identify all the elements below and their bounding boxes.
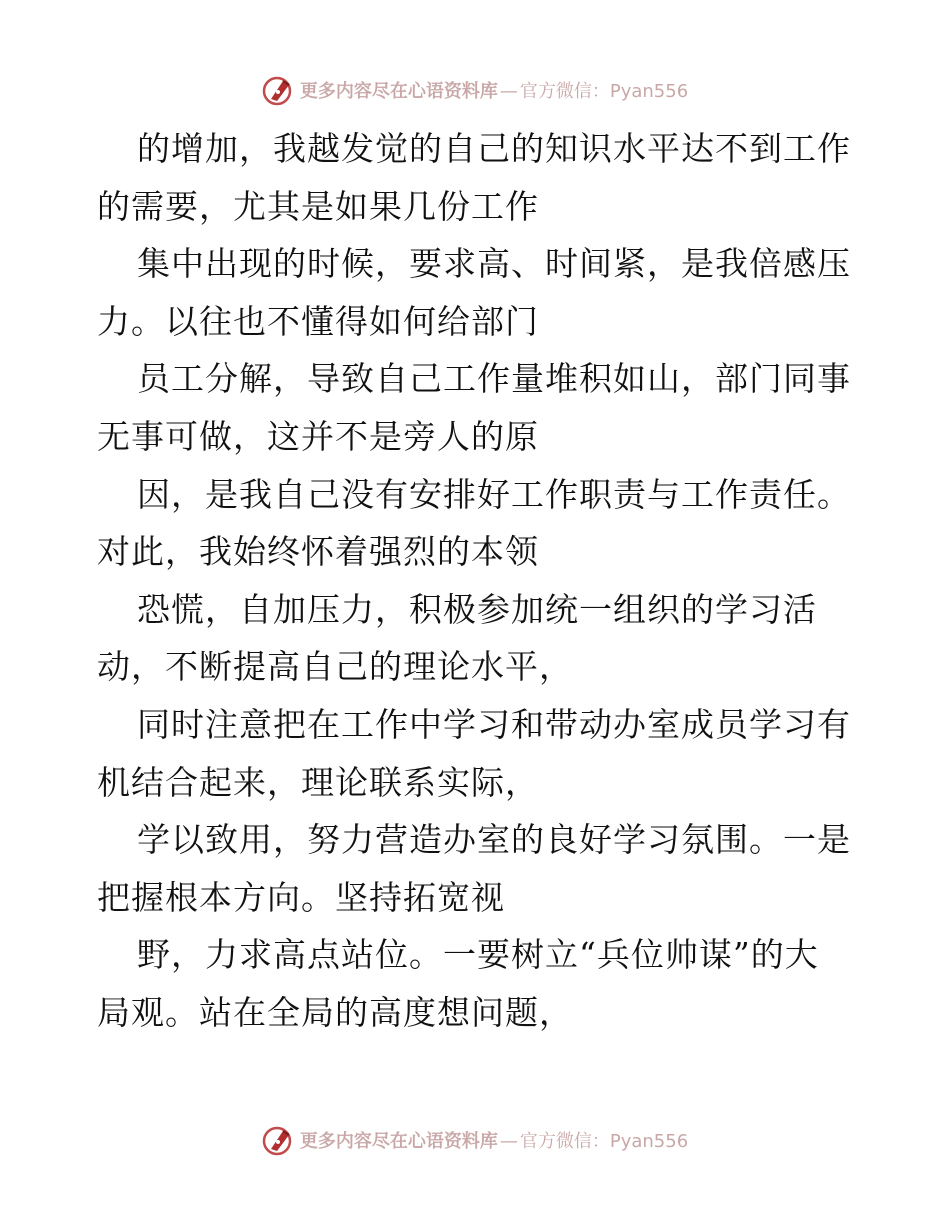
pen-nib-circle-icon	[262, 1123, 296, 1157]
paragraph-line-2: 的需要，尤其是如果几份工作	[97, 186, 539, 226]
paragraph-line-1: 野，力求高点站位。一要树立“兵位帅谋”的大	[137, 935, 819, 975]
paragraph-line-1: 同时注意把在工作中学习和带动办室成员学习有	[137, 704, 851, 744]
paragraph-line-2: 把握根本方向。坚持拓宽视	[97, 877, 505, 917]
paragraph-line-2: 力。以往也不懂得如何给部门	[97, 301, 539, 341]
document-body	[97, 120, 857, 1042]
footer-account: Pyan556	[609, 1131, 689, 1152]
paragraph-line-2: 无事可做，这并不是旁人的原	[97, 416, 539, 456]
paragraph	[97, 350, 857, 465]
paragraph	[97, 120, 857, 235]
paragraph	[97, 581, 857, 696]
header-label: 更多内容尽在心语资料库	[299, 81, 498, 102]
paragraph-line-2: 局观。站在全局的高度想问题，	[97, 992, 573, 1032]
header-banner	[0, 70, 950, 110]
paragraph	[97, 235, 857, 350]
paragraph-line-2: 机结合起来，理论联系实际，	[97, 762, 539, 802]
footer-banner-text	[300, 1127, 688, 1153]
paragraph-line-1: 员工分解，导致自己工作量堆积如山，部门同事	[137, 359, 851, 399]
paragraph-line-1: 学以致用，努力营造办室的良好学习氛围。一是	[137, 820, 851, 860]
paragraph-line-1: 集中出现的时候，要求高、时间紧，是我倍感压	[137, 244, 851, 284]
footer-wechat: 官方微信：	[519, 1131, 610, 1152]
pen-nib-circle-icon	[262, 73, 296, 107]
header-separator: —	[499, 81, 518, 102]
paragraph-line-1: 的增加，我越发觉的自己的知识水平达不到工作	[137, 129, 851, 168]
header-banner-text	[300, 77, 688, 103]
paragraph-line-2: 对此，我始终怀着强烈的本领	[97, 532, 539, 572]
paragraph	[97, 926, 857, 1041]
header-wechat: 官方微信：	[519, 81, 610, 102]
footer-banner	[0, 1120, 950, 1160]
footer-separator: —	[499, 1131, 518, 1152]
paragraph	[97, 466, 857, 581]
header-account: Pyan556	[609, 81, 689, 102]
paragraph	[97, 696, 857, 811]
paragraph-line-1: 恐慌，自加压力，积极参加统一组织的学习活	[137, 589, 817, 629]
footer-label: 更多内容尽在心语资料库	[299, 1131, 498, 1152]
paragraph-line-2: 动，不断提高自己的理论水平，	[97, 647, 573, 687]
paragraph-line-1: 因，是我自己没有安排好工作职责与工作责任。	[137, 474, 851, 514]
paragraph	[97, 811, 857, 926]
